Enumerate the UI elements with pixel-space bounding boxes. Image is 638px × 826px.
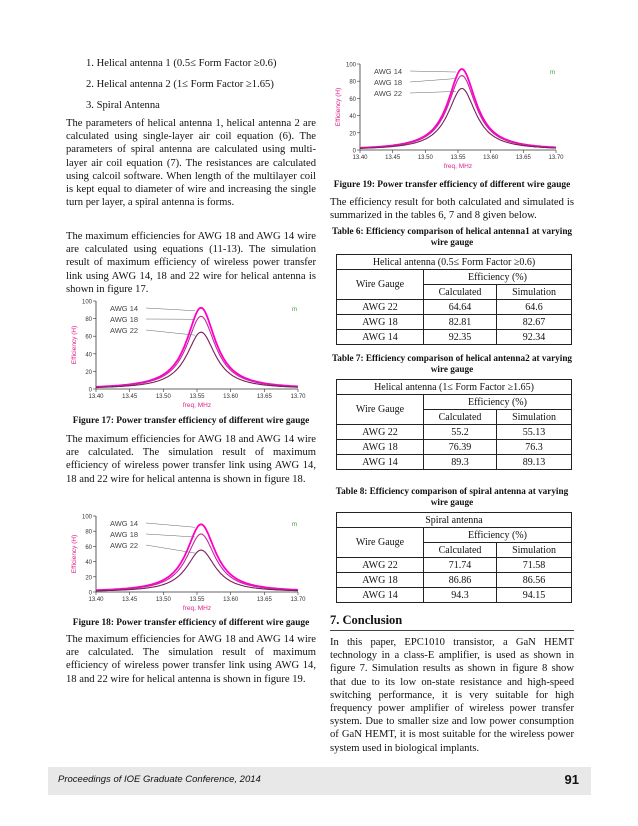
x-tick-label: 13.60 [223, 394, 239, 400]
marker-label: m [550, 70, 555, 76]
x-axis-label: freq, MHz [182, 605, 212, 612]
y-tick-label: 100 [81, 299, 92, 306]
table-cell: 64.6 [497, 300, 572, 315]
x-tick-label: 13.55 [189, 394, 205, 400]
table-row [337, 330, 572, 345]
x-tick-label: 13.70 [548, 155, 564, 161]
x-tick-label: 13.45 [385, 155, 401, 161]
paragraph: The maximum efficiencies for AWG 18 and AWG 14 wire are calculated using equations (11-13). The simulation result of maximum efficiency of wireless power transfer link using AWG 14, 18 and 22 wire for helical antenna is shown in figure 17. [66, 231, 316, 295]
table-8 [336, 512, 572, 603]
legend-label: AWG 14 [110, 519, 139, 528]
y-tick-label: 20 [85, 575, 92, 582]
x-tick-label: 13.45 [122, 394, 138, 400]
legend-leader [410, 71, 456, 72]
paragraph: The maximum efficiencies for AWG 18 and AWG 14 wire are calculated. The simulation result of maximum efficiency of wireless power transfer link using AWG 14, 18 and 22 wire for helical antenna is shown in figure 18. [66, 434, 316, 485]
table-row [337, 440, 572, 455]
table-cell: 64.64 [424, 300, 497, 315]
table-cell: AWG 18 [337, 573, 424, 588]
figure-17-chart [66, 295, 316, 411]
y-tick-label: 60 [349, 96, 356, 103]
legend-leader [146, 308, 195, 311]
table-7-caption: Table 7: Efficiency comparison of helical antenna2 at varying wire gauge [331, 353, 573, 374]
table-row [337, 558, 572, 573]
x-tick-label: 13.70 [290, 394, 306, 400]
figure-18-chart [66, 510, 316, 614]
table-cell: AWG 14 [337, 330, 424, 345]
y-tick-label: 40 [349, 114, 356, 121]
y-tick-label: 100 [345, 62, 356, 69]
table-7 [336, 379, 572, 470]
y-tick-label: 80 [85, 529, 92, 536]
legend-leader [410, 79, 456, 82]
table-header-efficiency: Efficiency (%) [424, 528, 572, 543]
legend-label: AWG 14 [374, 67, 403, 76]
paragraph: The maximum efficiencies for AWG 18 and AWG 14 wire are calculated. The simulation result of maximum efficiency of wireless power transfer link using AWG 14, 18 and 22 wire for helical antenna is shown in figure 19. [66, 634, 316, 685]
table-cell: AWG 14 [337, 588, 424, 603]
legend-label: AWG 18 [110, 315, 139, 324]
legend-label: AWG 14 [110, 304, 139, 313]
list-item: 3. Spiral Antenna [86, 100, 160, 111]
table-header-wire-gauge: Wire Gauge [337, 395, 424, 425]
table-group-header: Spiral antenna [337, 513, 572, 528]
x-tick-label: 13.55 [450, 155, 466, 161]
y-axis-label: Efficiency (H) [335, 87, 342, 127]
y-tick-label: 40 [85, 352, 92, 359]
y-tick-label: 0 [88, 387, 92, 394]
table-cell: AWG 14 [337, 455, 424, 470]
table-cell: 55.13 [497, 425, 572, 440]
table-header-simulation: Simulation [497, 543, 572, 558]
footer [48, 767, 591, 795]
x-tick-label: 13.60 [483, 155, 499, 161]
table-cell: AWG 22 [337, 300, 424, 315]
series-line [96, 550, 298, 591]
x-tick-label: 13.50 [155, 394, 171, 400]
section-heading: 7. Conclusion [330, 613, 403, 627]
table-6 [336, 254, 572, 345]
paragraph: The parameters of helical antenna 1, helical antenna 2 are calculated using single-layer air coil equation (6). The parameters of spiral antenna are calculated using multi-layer air coil equation (7). The resistances are calculated using calcoil software. When length of the multilayer coil is kept equal to diameter of wire and increasing the single turn per layer, a spiral antenna is forms. [66, 118, 316, 209]
legend-label: AWG 18 [110, 530, 139, 539]
table-header-wire-gauge: Wire Gauge [337, 528, 424, 558]
list-item: 2. Helical antenna 2 (1≤ Form Factor ≥1.65) [86, 79, 274, 90]
x-tick-label: 13.50 [417, 155, 433, 161]
table-header-wire-gauge: Wire Gauge [337, 270, 424, 300]
table-cell: 82.81 [424, 315, 497, 330]
figure-17-caption: Figure 17: Power transfer efficiency of different wire gauge [72, 416, 310, 426]
legend-leader [410, 91, 456, 93]
y-tick-label: 100 [81, 514, 92, 521]
legend-leader [146, 330, 195, 335]
table-cell: 76.3 [497, 440, 572, 455]
table-cell: 94.15 [497, 588, 572, 603]
table-header-simulation: Simulation [497, 410, 572, 425]
table-row [337, 300, 572, 315]
table-cell: 89.3 [424, 455, 497, 470]
table-cell: AWG 18 [337, 315, 424, 330]
figure-19-caption: Figure 19: Power transfer efficiency of different wire gauge [333, 180, 571, 190]
section-rule [330, 630, 574, 631]
table-cell: AWG 22 [337, 425, 424, 440]
y-tick-label: 20 [349, 131, 356, 138]
table-cell: 92.34 [497, 330, 572, 345]
y-tick-label: 60 [85, 334, 92, 341]
y-axis-label: Efficiency (H) [71, 325, 78, 365]
marker-label: m [292, 307, 297, 313]
legend-leader [146, 523, 195, 527]
paragraph: The efficiency result for both calculated and simulated is summarized in the tables 6, 7 and 8 given below. [330, 197, 574, 222]
x-axis-label: freq, MHz [182, 402, 212, 409]
y-tick-label: 0 [88, 590, 92, 597]
legend-leader [146, 534, 195, 537]
table-header-efficiency: Efficiency (%) [424, 270, 572, 285]
y-axis-label: Efficiency (H) [71, 534, 78, 574]
legend-label: AWG 22 [110, 326, 139, 335]
x-tick-label: 13.50 [155, 597, 171, 603]
table-cell: 92.35 [424, 330, 497, 345]
legend-label: AWG 22 [374, 89, 403, 98]
table-row [337, 425, 572, 440]
legend-label: AWG 18 [374, 78, 403, 87]
legend-label: AWG 22 [110, 541, 139, 550]
table-group-header: Helical antenna (0.5≤ Form Factor ≥0.6) [337, 255, 572, 270]
table-header-calculated: Calculated [424, 543, 497, 558]
x-tick-label: 13.40 [352, 155, 368, 161]
table-cell: 76.39 [424, 440, 497, 455]
list-item: 1. Helical antenna 1 (0.5≤ Form Factor ≥0.6) [86, 58, 277, 69]
table-cell: 86.56 [497, 573, 572, 588]
marker-label: m [292, 522, 297, 528]
table-row [337, 588, 572, 603]
table-header-efficiency: Efficiency (%) [424, 395, 572, 410]
table-8-caption: Table 8: Efficiency comparison of spiral antenna at varying wire gauge [335, 486, 569, 507]
table-cell: 82.67 [497, 315, 572, 330]
x-tick-label: 13.65 [515, 155, 531, 161]
figure-18-caption: Figure 18: Power transfer efficiency of different wire gauge [72, 618, 310, 628]
x-tick-label: 13.45 [122, 597, 138, 603]
table-cell: AWG 18 [337, 440, 424, 455]
table-6-caption: Table 6: Efficiency comparison of helical antenna1 at varying wire gauge [331, 226, 573, 247]
table-cell: 71.74 [424, 558, 497, 573]
x-tick-label: 13.55 [189, 597, 205, 603]
x-axis-label: freq, MHz [443, 163, 473, 170]
series-line [96, 332, 298, 387]
table-cell: 71.58 [497, 558, 572, 573]
footer-text: Proceedings of IOE Graduate Conference, 2014 [58, 774, 261, 785]
table-row [337, 315, 572, 330]
x-tick-label: 13.70 [290, 597, 306, 603]
y-tick-label: 60 [85, 544, 92, 551]
table-header-calculated: Calculated [424, 410, 497, 425]
table-row [337, 455, 572, 470]
x-tick-label: 13.40 [88, 394, 104, 400]
x-tick-label: 13.40 [88, 597, 104, 603]
y-tick-label: 0 [352, 148, 356, 155]
x-tick-label: 13.65 [256, 394, 272, 400]
y-tick-label: 80 [85, 317, 92, 324]
table-cell: AWG 22 [337, 558, 424, 573]
paragraph: In this paper, EPC1010 transistor, a GaN HEMT technology in a class-E amplifier, is used as shown in figure 7. Simulation results as shown in figure 8 show that due to its low on-state resistance and high-speed switching performance, it is very suitable for high frequency power amplifier of wireless power transfer system. Due to smaller size and low power consumption of GaN HEMT, it is most suitable for the wireless power system used in biological implants. [330, 637, 574, 754]
table-cell: 94.3 [424, 588, 497, 603]
table-group-header: Helical antenna (1≤ Form Factor ≥1.65) [337, 380, 572, 395]
table-cell: 89.13 [497, 455, 572, 470]
table-row [337, 573, 572, 588]
figure-19-chart [330, 58, 574, 172]
table-cell: 86.86 [424, 573, 497, 588]
y-tick-label: 20 [85, 369, 92, 376]
y-tick-label: 80 [349, 79, 356, 86]
table-header-calculated: Calculated [424, 285, 497, 300]
page-number: 91 [564, 772, 579, 787]
x-tick-label: 13.60 [223, 597, 239, 603]
x-tick-label: 13.65 [256, 597, 272, 603]
table-cell: 55.2 [424, 425, 497, 440]
table-header-simulation: Simulation [497, 285, 572, 300]
y-tick-label: 40 [85, 560, 92, 567]
